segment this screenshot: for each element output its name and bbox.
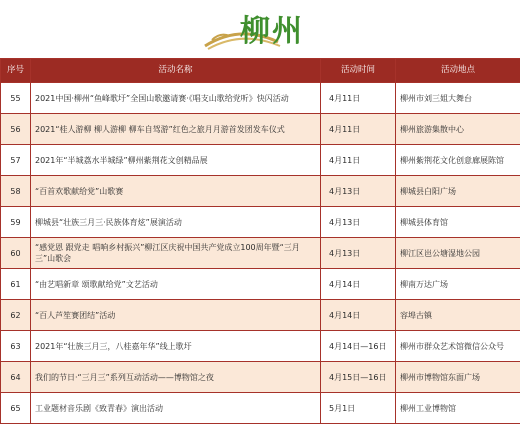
cell-name: 2021“桂人游柳 柳人游柳 柳车自驾游”红色之旅月月游首发团发车仪式	[31, 114, 321, 145]
cell-no: 63	[1, 331, 31, 362]
cell-place: 柳州旅游集散中心	[396, 114, 520, 145]
cell-time: 4月11日	[321, 145, 396, 176]
table-row	[1, 114, 520, 145]
header-time: 活动时间	[321, 59, 396, 83]
cell-no: 60	[1, 238, 31, 269]
cell-name: “百首欢歌献给党”山歌赛	[31, 176, 321, 207]
cell-time: 4月13日	[321, 238, 396, 269]
header-place: 活动地点	[396, 59, 520, 83]
table-row	[1, 300, 520, 331]
cell-place: 柳城县体育馆	[396, 207, 520, 238]
cell-place: 柳州市群众艺术馆微信公众号	[396, 331, 520, 362]
table-row	[1, 331, 520, 362]
cell-place: 柳南万达广场	[396, 269, 520, 300]
header-no: 序号	[1, 59, 31, 83]
cell-no: 58	[1, 176, 31, 207]
cell-place: 柳州市刘三姐大舞台	[396, 83, 520, 114]
table-row	[1, 145, 520, 176]
cell-place: 柳州紫荆花文化创意廊展陈馆	[396, 145, 520, 176]
cell-no: 57	[1, 145, 31, 176]
cell-name: 我们的节日·“三月三”系列互动活动——博物馆之夜	[31, 362, 321, 393]
cell-place: 容埠古镇	[396, 300, 520, 331]
cell-name: “百人芦笙赛团结”活动	[31, 300, 321, 331]
cell-name: “感党恩 跟党走 唱响乡村振兴”柳江区庆祝中国共产党成立100周年暨“三月三”山歌会	[31, 238, 321, 269]
cell-no: 62	[1, 300, 31, 331]
events-table	[0, 58, 520, 424]
cell-no: 64	[1, 362, 31, 393]
liuzhou-logo	[200, 2, 320, 52]
table-row	[1, 393, 520, 424]
cell-time: 4月11日	[321, 83, 396, 114]
cell-place: 柳城县白阳广场	[396, 176, 520, 207]
table-row	[1, 207, 520, 238]
cell-time: 4月14日—16日	[321, 331, 396, 362]
cell-time: 5月1日	[321, 393, 396, 424]
header-name: 活动名称	[31, 59, 321, 83]
cell-name: 2021年“半城荔水半城绿”柳州紫荆花文创精品展	[31, 145, 321, 176]
cell-no: 56	[1, 114, 31, 145]
cell-time: 4月14日	[321, 269, 396, 300]
cell-place: 柳州市博物馆东面广场	[396, 362, 520, 393]
cell-time: 4月13日	[321, 207, 396, 238]
table-row	[1, 362, 520, 393]
logo-title: 柳州	[240, 14, 304, 49]
cell-place: 柳州工业博物馆	[396, 393, 520, 424]
table-header-row	[1, 59, 520, 83]
cell-time: 4月14日	[321, 300, 396, 331]
page-header	[0, 0, 520, 52]
table-row	[1, 83, 520, 114]
cell-name: 柳城县“壮族三月三·民族体育炫”展演活动	[31, 207, 321, 238]
cell-name: “由艺唱新章 颂歌献给党”文艺活动	[31, 269, 321, 300]
table-row	[1, 238, 520, 269]
cell-name: 工业题材音乐剧《致青春》演出活动	[31, 393, 321, 424]
cell-time: 4月11日	[321, 114, 396, 145]
cell-name: 2021中国·柳州“鱼峰歌圩”全国山歌邀请赛·《唱支山歌给党听》快闪活动	[31, 83, 321, 114]
cell-time: 4月13日	[321, 176, 396, 207]
cell-no: 55	[1, 83, 31, 114]
cell-no: 61	[1, 269, 31, 300]
table-row	[1, 269, 520, 300]
table-row	[1, 176, 520, 207]
cell-name: 2021年“壮族三月三，八桂嘉年华”线上歌圩	[31, 331, 321, 362]
cell-place: 柳江区岜公塘湿地公园	[396, 238, 520, 269]
cell-no: 65	[1, 393, 31, 424]
cell-time: 4月15日—16日	[321, 362, 396, 393]
cell-no: 59	[1, 207, 31, 238]
